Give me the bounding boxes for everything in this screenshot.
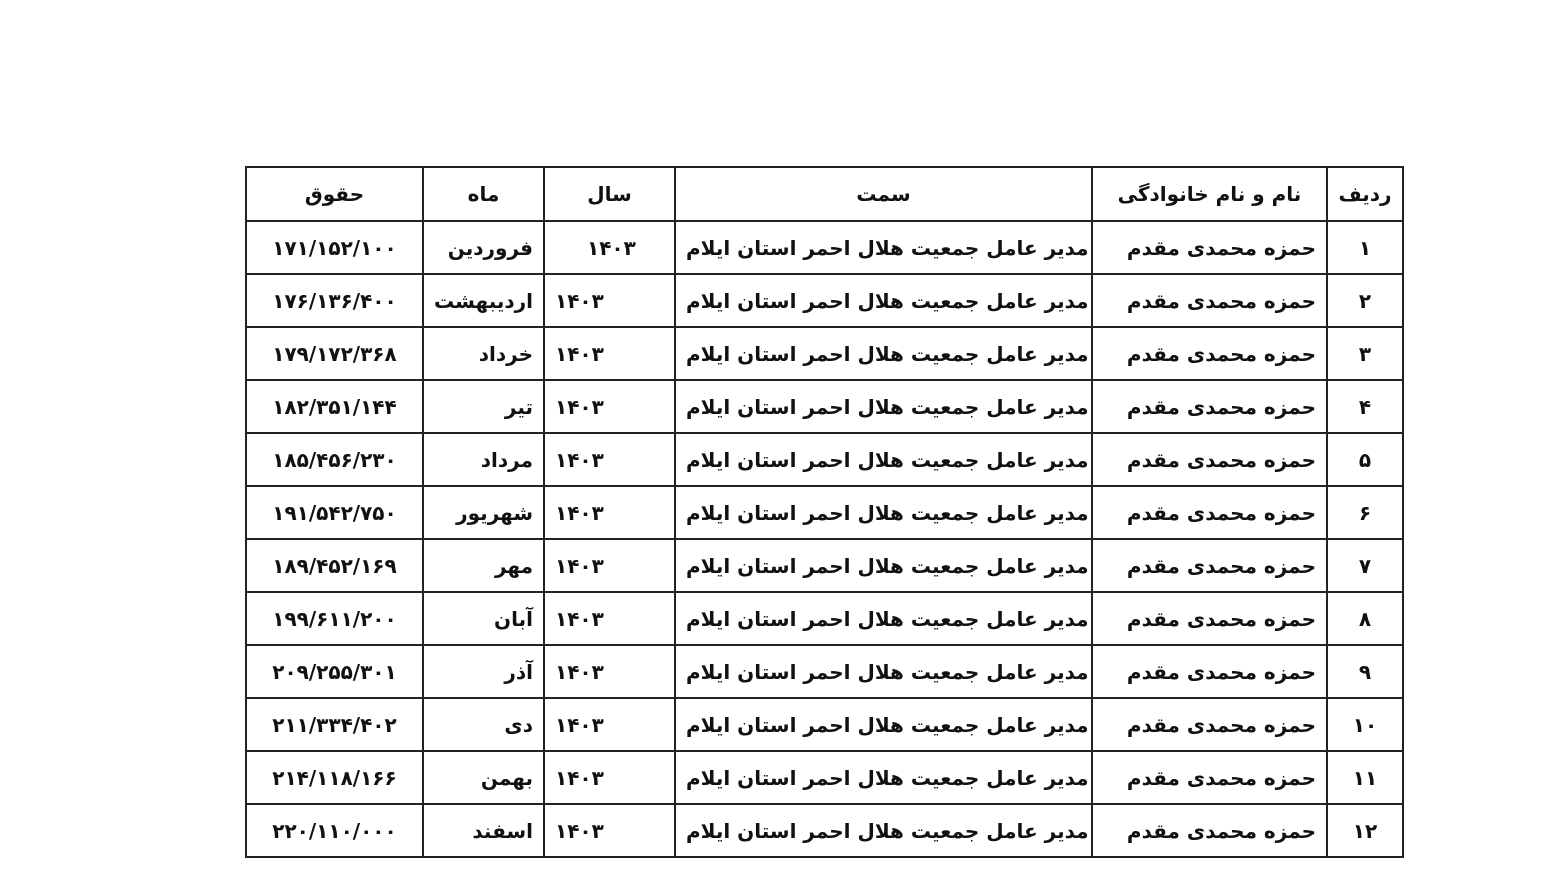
month-cell: اسفند	[423, 804, 544, 857]
table-row	[246, 645, 1403, 698]
row-number-cell: ۵	[1327, 433, 1403, 486]
full-name-cell: حمزه محمدی مقدم	[1092, 433, 1327, 486]
full-name-cell: حمزه محمدی مقدم	[1092, 539, 1327, 592]
row-number-cell: ۱۲	[1327, 804, 1403, 857]
position-cell: مدیر عامل جمعیت هلال احمر استان ایلام	[675, 645, 1092, 698]
salary-cell: ۱۸۵/۴۵۶/۲۳۰	[246, 433, 423, 486]
month-cell: اردیبهشت	[423, 274, 544, 327]
row-number-cell: ۶	[1327, 486, 1403, 539]
year-cell: ۱۴۰۳	[544, 221, 675, 274]
salary-cell: ۲۱۴/۱۱۸/۱۶۶	[246, 751, 423, 804]
header-position: سمت	[675, 167, 1092, 221]
year-cell: ۱۴۰۳	[544, 592, 675, 645]
salary-cell: ۱۷۱/۱۵۲/۱۰۰	[246, 221, 423, 274]
salary-cell: ۲۱۱/۳۳۴/۴۰۲	[246, 698, 423, 751]
full-name-cell: حمزه محمدی مقدم	[1092, 645, 1327, 698]
month-cell: فروردین	[423, 221, 544, 274]
month-cell: خرداد	[423, 327, 544, 380]
header-row-number: ردیف	[1327, 167, 1403, 221]
salary-cell: ۱۸۹/۴۵۲/۱۶۹	[246, 539, 423, 592]
salary-cell: ۲۰۹/۲۵۵/۳۰۱	[246, 645, 423, 698]
row-number-cell: ۴	[1327, 380, 1403, 433]
row-number-cell: ۱۰	[1327, 698, 1403, 751]
year-cell: ۱۴۰۳	[544, 274, 675, 327]
position-cell: مدیر عامل جمعیت هلال احمر استان ایلام	[675, 751, 1092, 804]
table-row	[246, 433, 1403, 486]
position-cell: مدیر عامل جمعیت هلال احمر استان ایلام	[675, 539, 1092, 592]
position-cell: مدیر عامل جمعیت هلال احمر استان ایلام	[675, 380, 1092, 433]
position-cell: مدیر عامل جمعیت هلال احمر استان ایلام	[675, 221, 1092, 274]
row-number-cell: ۳	[1327, 327, 1403, 380]
month-cell: آذر	[423, 645, 544, 698]
table-row	[246, 751, 1403, 804]
table-row	[246, 804, 1403, 857]
month-cell: مهر	[423, 539, 544, 592]
header-year: سال	[544, 167, 675, 221]
month-cell: بهمن	[423, 751, 544, 804]
table-row	[246, 486, 1403, 539]
full-name-cell: حمزه محمدی مقدم	[1092, 751, 1327, 804]
position-cell: مدیر عامل جمعیت هلال احمر استان ایلام	[675, 433, 1092, 486]
position-cell: مدیر عامل جمعیت هلال احمر استان ایلام	[675, 327, 1092, 380]
table-row	[246, 380, 1403, 433]
header-salary: حقوق	[246, 167, 423, 221]
year-cell: ۱۴۰۳	[544, 698, 675, 751]
year-cell: ۱۴۰۳	[544, 486, 675, 539]
position-cell: مدیر عامل جمعیت هلال احمر استان ایلام	[675, 486, 1092, 539]
table-row	[246, 221, 1403, 274]
table-row	[246, 274, 1403, 327]
row-number-cell: ۱	[1327, 221, 1403, 274]
year-cell: ۱۴۰۳	[544, 539, 675, 592]
row-number-cell: ۱۱	[1327, 751, 1403, 804]
full-name-cell: حمزه محمدی مقدم	[1092, 380, 1327, 433]
salary-cell: ۱۹۹/۶۱۱/۲۰۰	[246, 592, 423, 645]
year-cell: ۱۴۰۳	[544, 327, 675, 380]
table-row	[246, 539, 1403, 592]
salary-cell: ۱۷۹/۱۷۲/۳۶۸	[246, 327, 423, 380]
row-number-cell: ۸	[1327, 592, 1403, 645]
full-name-cell: حمزه محمدی مقدم	[1092, 274, 1327, 327]
row-number-cell: ۷	[1327, 539, 1403, 592]
position-cell: مدیر عامل جمعیت هلال احمر استان ایلام	[675, 698, 1092, 751]
position-cell: مدیر عامل جمعیت هلال احمر استان ایلام	[675, 274, 1092, 327]
row-number-cell: ۹	[1327, 645, 1403, 698]
full-name-cell: حمزه محمدی مقدم	[1092, 804, 1327, 857]
table-row	[246, 698, 1403, 751]
full-name-cell: حمزه محمدی مقدم	[1092, 221, 1327, 274]
table-row	[246, 327, 1403, 380]
full-name-cell: حمزه محمدی مقدم	[1092, 592, 1327, 645]
salary-cell: ۱۸۲/۳۵۱/۱۴۴	[246, 380, 423, 433]
table-row	[246, 592, 1403, 645]
table-header-row	[246, 167, 1403, 221]
salary-cell: ۱۷۶/۱۳۶/۴۰۰	[246, 274, 423, 327]
position-cell: مدیر عامل جمعیت هلال احمر استان ایلام	[675, 804, 1092, 857]
full-name-cell: حمزه محمدی مقدم	[1092, 698, 1327, 751]
year-cell: ۱۴۰۳	[544, 804, 675, 857]
month-cell: مرداد	[423, 433, 544, 486]
header-month: ماه	[423, 167, 544, 221]
year-cell: ۱۴۰۳	[544, 751, 675, 804]
year-cell: ۱۴۰۳	[544, 380, 675, 433]
salary-cell: ۱۹۱/۵۴۲/۷۵۰	[246, 486, 423, 539]
month-cell: تیر	[423, 380, 544, 433]
header-full-name: نام و نام خانوادگی	[1092, 167, 1327, 221]
year-cell: ۱۴۰۳	[544, 645, 675, 698]
month-cell: دی	[423, 698, 544, 751]
row-number-cell: ۲	[1327, 274, 1403, 327]
table-body	[246, 221, 1403, 857]
month-cell: شهریور	[423, 486, 544, 539]
salary-cell: ۲۲۰/۱۱۰/۰۰۰	[246, 804, 423, 857]
year-cell: ۱۴۰۳	[544, 433, 675, 486]
position-cell: مدیر عامل جمعیت هلال احمر استان ایلام	[675, 592, 1092, 645]
full-name-cell: حمزه محمدی مقدم	[1092, 327, 1327, 380]
full-name-cell: حمزه محمدی مقدم	[1092, 486, 1327, 539]
salary-table	[245, 166, 1404, 858]
month-cell: آبان	[423, 592, 544, 645]
